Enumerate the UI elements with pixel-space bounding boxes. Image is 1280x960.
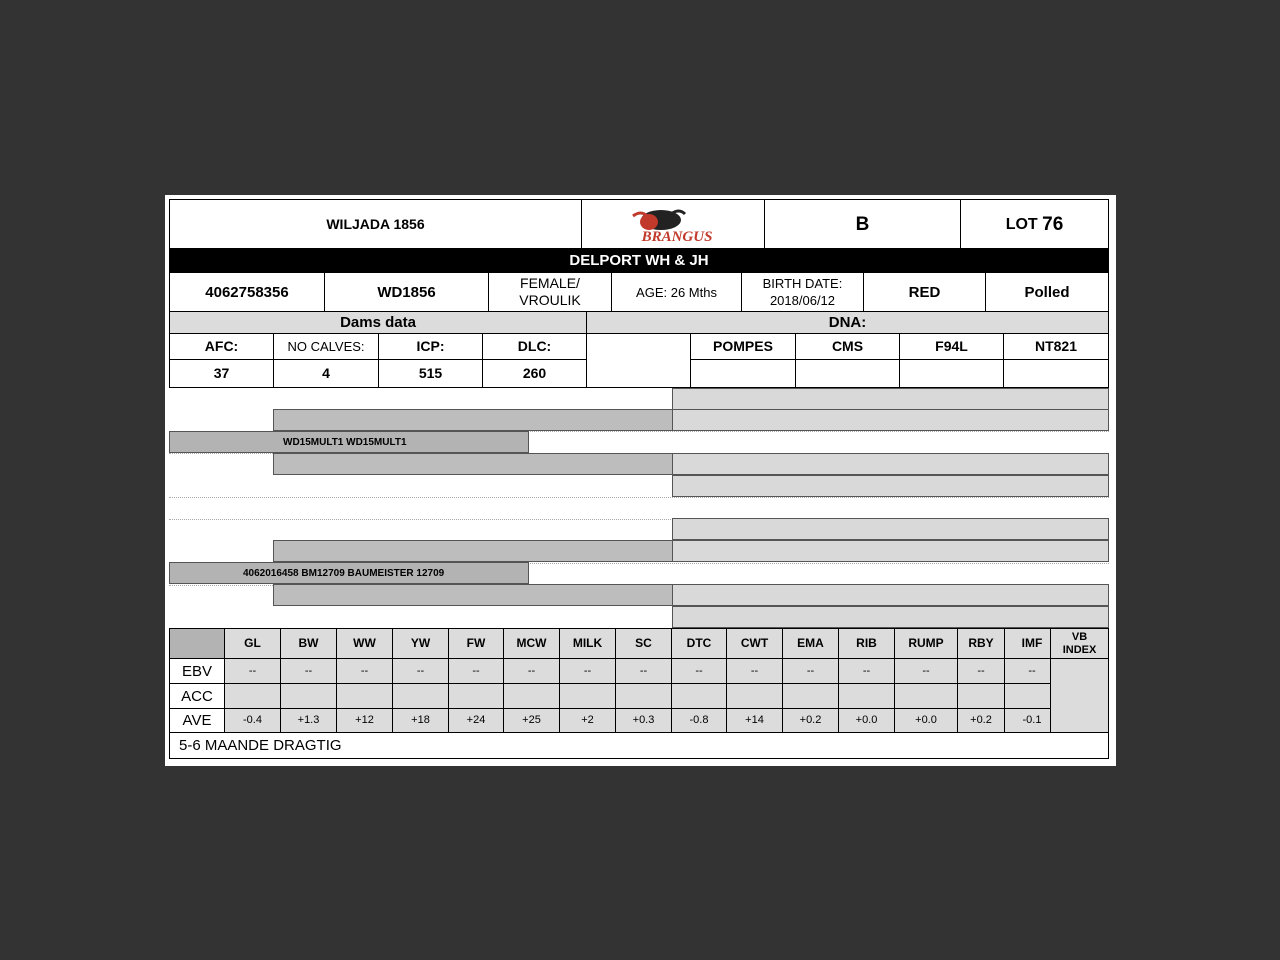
dna-value-f94l [899,359,1004,388]
birth-date-label: BIRTH DATE: [762,276,843,291]
ave-value-dtc: -0.8 [671,708,727,733]
brangus-logo [581,199,765,249]
ave-value-cwt: +14 [726,708,783,733]
ebv-value-sc: -- [615,658,672,684]
dam-label: 4062016458 BM12709 BAUMEISTER 12709 [169,562,529,584]
owner-band: DELPORT WH & JH [169,248,1109,272]
ebv-value-ww: -- [336,658,393,684]
ave-value-fw: +24 [448,708,504,733]
pedigree-bar [273,409,673,431]
ave-value-rby: +0.2 [957,708,1005,733]
ave-value-imf: -0.1 [1004,708,1060,733]
pedigree-bar [672,388,1109,410]
pedigree-bar [273,540,673,562]
dams-value-no-calves: 4 [273,359,379,388]
ebv-value-dtc: -- [671,658,727,684]
dams-label-afc: AFC: [169,333,274,360]
acc-value-rby [957,683,1005,709]
lot-label: LOT [1005,215,1038,233]
ave-value-rib: +0.0 [838,708,895,733]
bull-logo-icon [613,204,733,244]
row-label-acc: ACC [169,683,225,709]
acc-value-dtc [671,683,727,709]
pedigree-bar [672,518,1109,540]
acc-value-ema [782,683,839,709]
dams-label-icp: ICP: [378,333,483,360]
acc-value-ww [336,683,393,709]
sire-label: WD15MULT1 WD15MULT1 [169,431,529,453]
dams-label-dlc: DLC: [482,333,587,360]
dams-value-afc: 37 [169,359,274,388]
acc-value-mcw [503,683,560,709]
acc-value-gl [224,683,281,709]
dna-label-nt821: NT821 [1003,333,1109,360]
pedigree-bar [672,453,1109,475]
grade-label: B [764,199,961,249]
dna-value-cms [795,359,900,388]
trait-header-rby: RBY [957,628,1005,659]
age-label: AGE: 26 Mths [611,272,742,312]
vb-index-value [1050,658,1109,733]
trait-header-imf: IMF [1004,628,1060,659]
trait-header-milk: MILK [559,628,616,659]
pedigree-bar [273,584,673,606]
dams-value-icp: 515 [378,359,483,388]
row-label-ebv: EBV [169,658,225,684]
trait-header-yw: YW [392,628,449,659]
ebv-value-milk: -- [559,658,616,684]
pedigree-bar [672,606,1109,628]
dna-value-nt821 [1003,359,1109,388]
svg-text:BRANGUS: BRANGUS [641,229,713,244]
lot-card [165,195,1116,766]
dna-value-pompes [690,359,796,388]
dna-label-cms: CMS [795,333,900,360]
pedigree-bar [672,409,1109,431]
ave-value-rump: +0.0 [894,708,958,733]
pedigree-bar [672,584,1109,606]
ave-value-milk: +2 [559,708,616,733]
ebv-value-imf: -- [1004,658,1060,684]
ebv-value-fw: -- [448,658,504,684]
notes: 5-6 MAANDE DRAGTIG [169,732,1109,759]
trait-header-sc: SC [615,628,672,659]
ave-value-ema: +0.2 [782,708,839,733]
sex-label: FEMALE/ VROULIK [488,272,612,312]
ebv-value-rib: -- [838,658,895,684]
trait-header-ww: WW [336,628,393,659]
birth-date [741,272,864,312]
acc-value-milk [559,683,616,709]
ebv-value-rump: -- [894,658,958,684]
pedigree-gridline [169,497,1109,498]
trait-header-fw: FW [448,628,504,659]
pedigree-bar [672,475,1109,497]
ebv-value-gl: -- [224,658,281,684]
animal-name: WILJADA 1856 [169,199,582,249]
birth-date-value: 2018/06/12 [769,293,836,308]
vb-index-header: VB INDEX [1050,628,1109,659]
ave-value-yw: +18 [392,708,449,733]
ebv-value-rby: -- [957,658,1005,684]
dna-blank-cell [586,333,691,388]
ebv-value-mcw: -- [503,658,560,684]
trait-header-rib: RIB [838,628,895,659]
trait-header-rump: RUMP [894,628,958,659]
dna-label-f94l: F94L [899,333,1004,360]
acc-value-yw [392,683,449,709]
horn-status: Polled [985,272,1109,312]
ave-value-gl: -0.4 [224,708,281,733]
dna-label-pompes: POMPES [690,333,796,360]
trait-header-cwt: CWT [726,628,783,659]
id-number: 4062758356 [169,272,325,312]
trait-header-dtc: DTC [671,628,727,659]
herd-code: WD1856 [324,272,489,312]
pedigree-bar [273,453,673,475]
trait-header-mcw: MCW [503,628,560,659]
acc-value-rib [838,683,895,709]
lot-box [960,199,1109,249]
acc-value-sc [615,683,672,709]
dams-data-header: Dams data [169,311,587,334]
ebv-value-cwt: -- [726,658,783,684]
dams-label-no-calves: NO CALVES: [273,333,379,360]
acc-value-bw [280,683,337,709]
trait-header-gl: GL [224,628,281,659]
trait-header-ema: EMA [782,628,839,659]
ebv-value-yw: -- [392,658,449,684]
trait-header-bw: BW [280,628,337,659]
ebv-value-ema: -- [782,658,839,684]
ave-value-bw: +1.3 [280,708,337,733]
colour-label: RED [863,272,986,312]
acc-value-cwt [726,683,783,709]
pedigree-bar [672,540,1109,562]
acc-value-fw [448,683,504,709]
ebv-value-bw: -- [280,658,337,684]
ebv-corner-cell [169,628,225,659]
ave-value-sc: +0.3 [615,708,672,733]
ave-value-ww: +12 [336,708,393,733]
dna-header: DNA: [586,311,1109,334]
row-label-ave: AVE [169,708,225,733]
acc-value-rump [894,683,958,709]
lot-number: 76 [1042,213,1064,235]
dams-value-dlc: 260 [482,359,587,388]
ave-value-mcw: +25 [503,708,560,733]
